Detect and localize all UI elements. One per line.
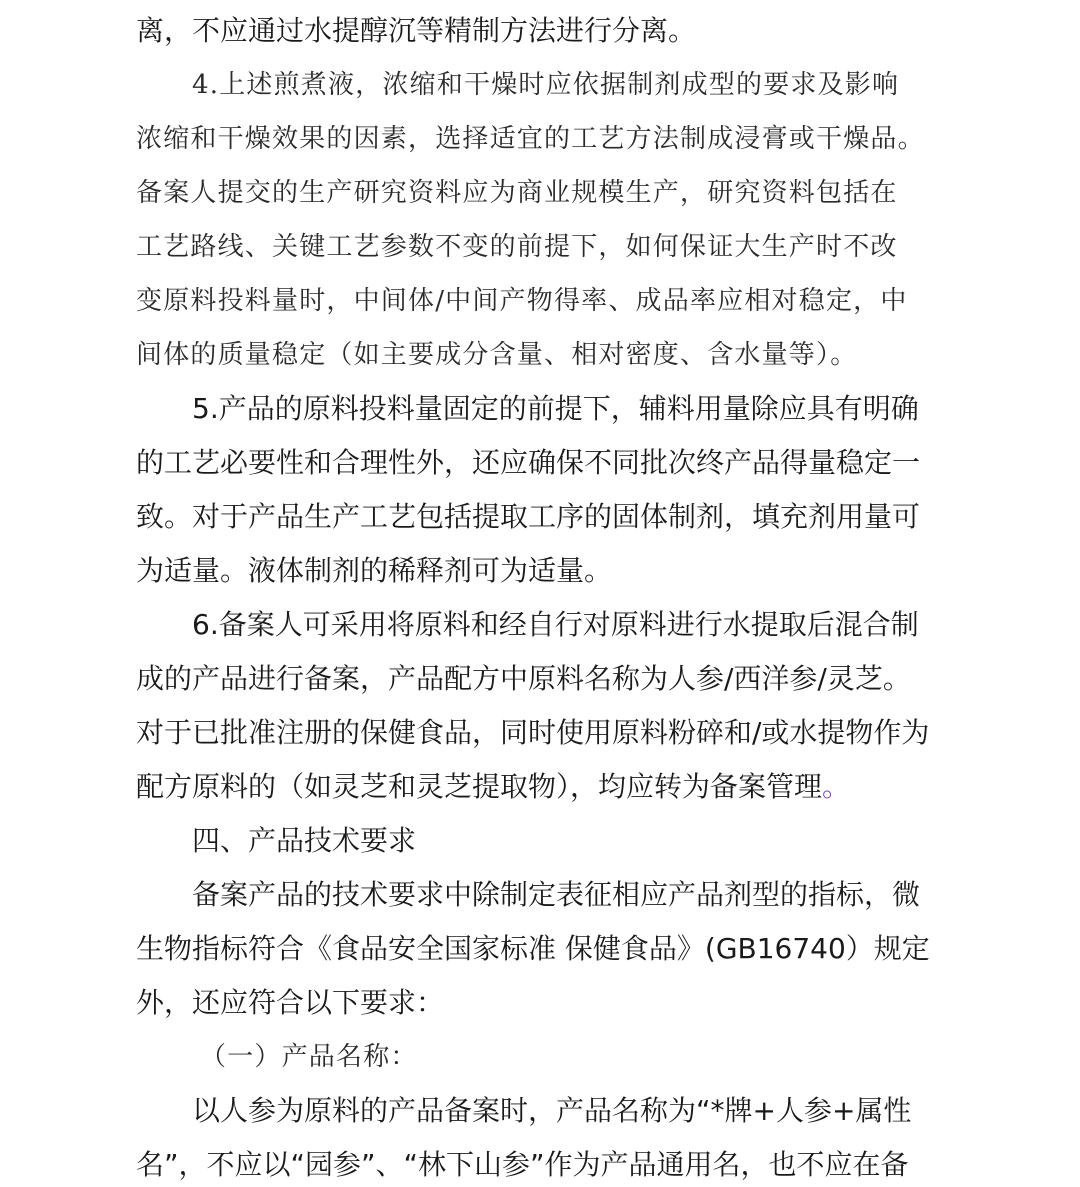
text-line-18: 生物指标符合《食品安全国家标准 保健食品》(GB16740）规定 (136, 932, 930, 965)
text-line-10: 致。对于产品生产工艺包括提取工序的固体制剂，填充剂用量可 (136, 500, 921, 533)
text-line-22: 名”，不应以“园参”、“林下山参”作为产品通用名，也不应在备 (136, 1148, 909, 1181)
text-line-3: 浓缩和干燥效果的因素，选择适宜的工艺方法制成浸膏或干燥品。 (136, 124, 925, 154)
section-heading: 四、产品技术要求 (192, 824, 417, 857)
text-line-11: 为适量。液体制剂的稀释剂可为适量。 (136, 554, 613, 587)
text-line-1: 离，不应通过水提醇沉等精制方法进行分离。 (136, 14, 697, 47)
text-line-21: 以人参为原料的产品备案时，产品名称为“*牌+人参+属性 (192, 1094, 912, 1127)
text-line-17: 备案产品的技术要求中除制定表征相应产品剂型的指标，微 (192, 878, 921, 911)
text-line-12: 6.备案人可采用将原料和经自行对原料进行水提取后混合制 (192, 608, 919, 641)
text-line-13: 成的产品进行备案，产品配方中原料名称为人参/西洋参/灵芝。 (136, 662, 911, 695)
text-line-8: 5.产品的原料投料量固定的前提下，辅料用量除应具有明确 (192, 392, 919, 425)
text-line-9: 的工艺必要性和合理性外，还应确保不同批次终产品得量稳定一 (136, 446, 921, 479)
text-line-15 (136, 768, 956, 806)
text-line-19: 外，还应符合以下要求： (136, 986, 445, 1019)
text-line-5: 工艺路线、关键工艺参数不变的前提下，如何保证大生产时不改 (136, 232, 898, 262)
text-line-7: 间体的质量稳定（如主要成分含量、相对密度、含水量等）。 (136, 340, 858, 370)
subsection-heading: （一）产品名称： (200, 1042, 418, 1072)
text-line-4: 备案人提交的生产研究资料应为商业规模生产，研究资料包括在 (136, 178, 898, 208)
text-line-15-body: 配方原料的（如灵芝和灵芝提取物），均应转为备案管理 (136, 770, 823, 803)
text-line-6: 变原料投料量时，中间体/中间产物得率、成品率应相对稳定，中 (136, 286, 908, 316)
text-line-14: 对于已批准注册的保健食品，同时使用原料粉碎和/或水提物作为 (136, 716, 930, 749)
text-line-15-end-mark: 。 (822, 770, 851, 803)
text-line-2: 4.上述煎煮液，浓缩和干燥时应依据制剂成型的要求及影响 (192, 70, 900, 100)
